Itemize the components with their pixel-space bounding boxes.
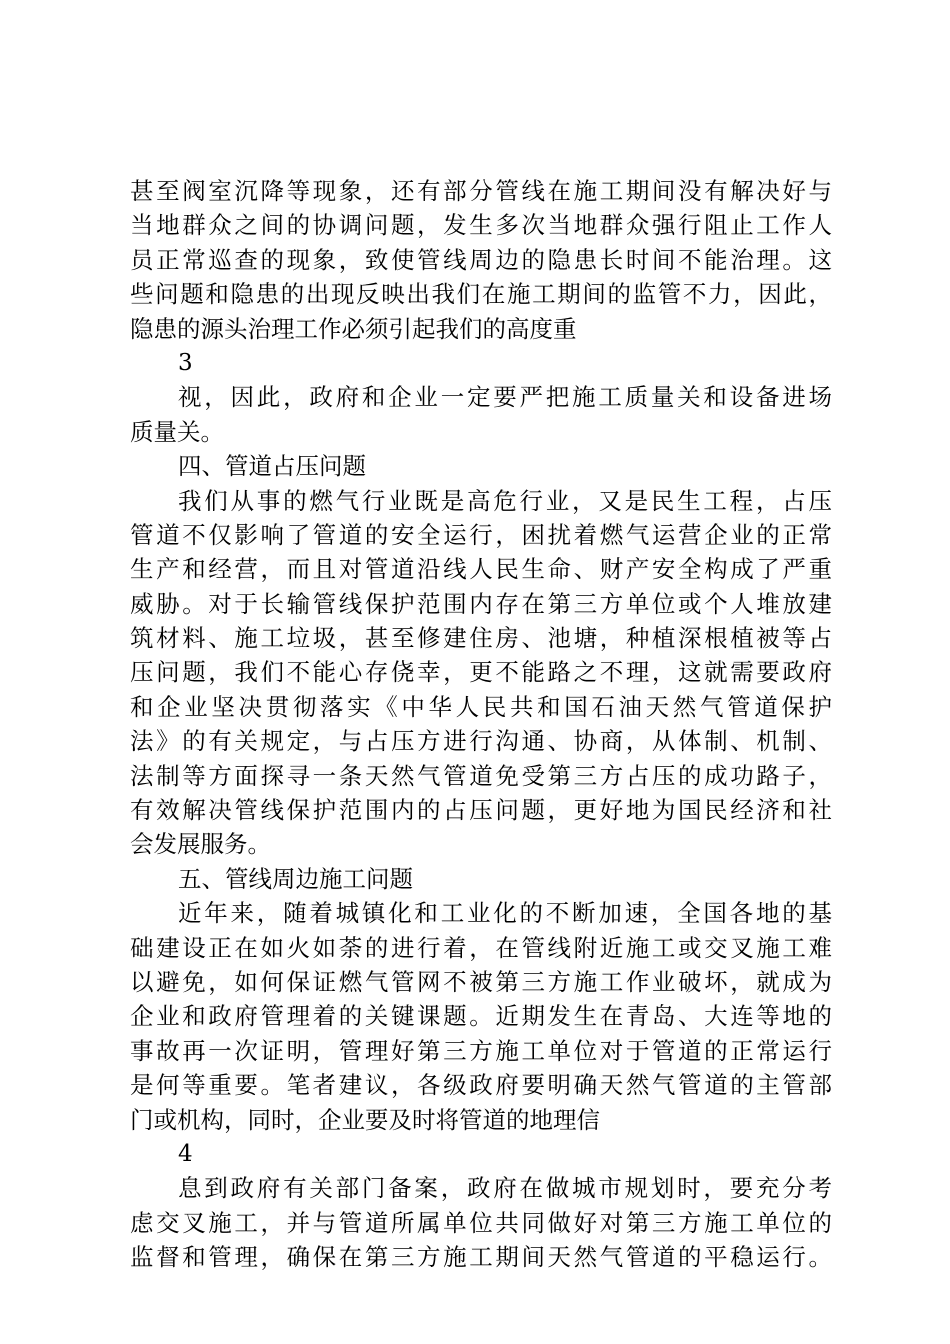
text-line: 法制等方面探寻一条天然气管道免受第三方占压的成功路子， <box>130 761 832 790</box>
paragraph-first-line: 视，因此，政府和企业一定要严把施工质量关和设备进场 <box>178 383 832 412</box>
text-line: 有效解决管线保护范围内的占压问题，更好地为国民经济和社 <box>130 796 832 825</box>
text-line: 筑材料、施工垃圾，甚至修建住房、池塘，种植深根植被等占 <box>130 624 832 653</box>
text-line: 以避免，如何保证燃气管网不被第三方施工作业破坏，就成为 <box>130 967 832 996</box>
paragraph-first-line: 近年来，随着城镇化和工业化的不断加速，全国各地的基 <box>178 899 832 928</box>
text-line: 些问题和隐患的出现反映出我们在施工期间的监管不力，因此， <box>130 280 832 309</box>
text-line: 门或机构，同时，企业要及时将管道的地理信 <box>130 1105 600 1134</box>
text-line: 威胁。对于长输管线保护范围内存在第三方单位或个人堆放建 <box>130 589 832 618</box>
text-line: 员正常巡查的现象，致使管线周边的隐患长时间不能治理。这 <box>130 245 832 274</box>
text-line: 甚至阀室沉降等现象，还有部分管线在施工期间没有解决好与 <box>130 177 832 205</box>
section-heading: 五、管线周边施工问题 <box>178 864 413 893</box>
page-number: 3 <box>178 349 193 376</box>
text-line: 当地群众之间的协调问题，发生多次当地群众强行阻止工作人 <box>130 211 832 240</box>
paragraph-first-line: 息到政府有关部门备案，政府在做城市规划时，要充分考 <box>178 1174 832 1203</box>
text-line: 压问题，我们不能心存侥幸，更不能路之不理，这就需要政府 <box>130 658 832 687</box>
text-line: 虑交叉施工，并与管道所属单位共同做好对第三方施工单位的 <box>130 1208 832 1237</box>
text-line: 企业和政府管理着的关键课题。近期发生在青岛、大连等地的 <box>130 1002 832 1031</box>
document-body <box>130 174 832 1275</box>
text-line: 隐患的源头治理工作必须引起我们的高度重 <box>130 314 577 343</box>
text-line: 和企业坚决贯彻落实《中华人民共和国石油天然气管道保护 <box>130 692 832 721</box>
text-line: 是何等重要。笔者建议，各级政府要明确天然气管道的主管部 <box>130 1071 832 1100</box>
text-line: 管道不仅影响了管道的安全运行，困扰着燃气运营企业的正常 <box>130 520 832 549</box>
paragraph-first-line: 我们从事的燃气行业既是高危行业，又是民生工程，占压 <box>178 486 832 515</box>
text-line: 会发展服务。 <box>130 830 271 859</box>
text-line: 生产和经营，而且对管道沿线人民生命、财产安全构成了严重 <box>130 555 832 584</box>
text-line: 事故再一次证明，管理好第三方施工单位对于管道的正常运行 <box>130 1036 832 1065</box>
text-line: 础建设正在如火如荼的进行着，在管线附近施工或交叉施工难 <box>130 933 832 962</box>
page-number: 4 <box>178 1140 193 1167</box>
text-line: 质量关。 <box>130 417 224 446</box>
text-line: 监督和管理，确保在第三方施工期间天然气管道的平稳运行。 <box>130 1243 832 1272</box>
section-heading: 四、管道占压问题 <box>178 452 366 481</box>
text-line: 法》的有关规定，与占压方进行沟通、协商，从体制、机制、 <box>130 727 832 756</box>
